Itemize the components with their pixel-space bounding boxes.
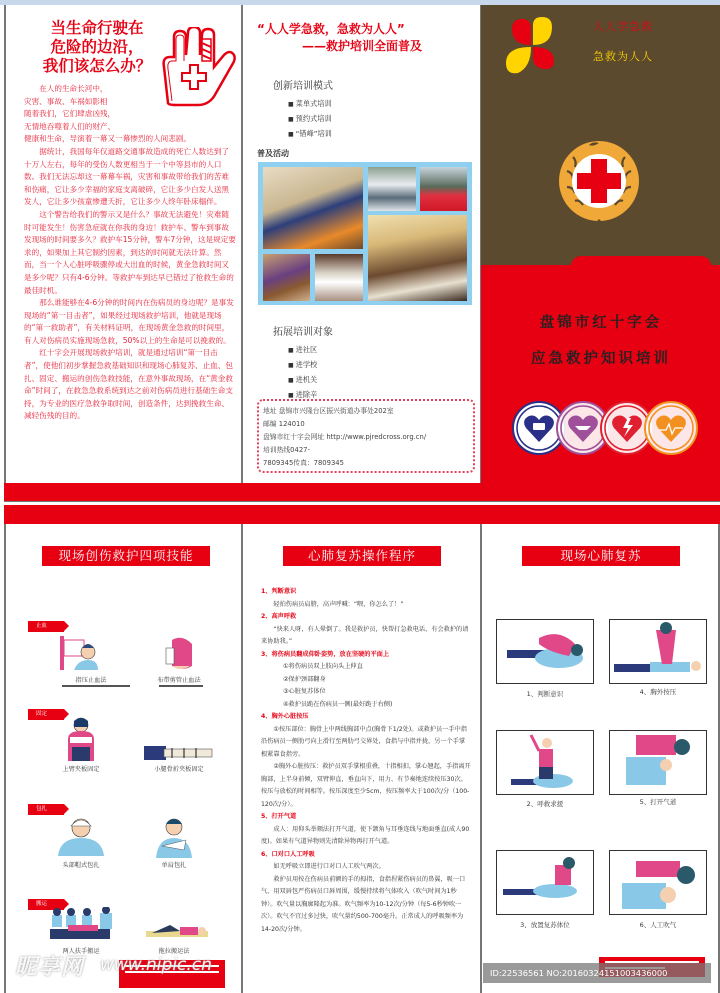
list-item: ■ 进社区 (288, 343, 317, 358)
step-text: 如无呼吸立即进行口对口人工吹气两次。 (273, 863, 385, 870)
expansion-list (288, 343, 317, 403)
back-top-red-band (4, 505, 720, 524)
cover-title-line2: 应急救护知识培训 (531, 350, 671, 367)
rescue-breathing-figure-icon (610, 851, 706, 913)
activity-photo (263, 254, 310, 301)
cover-slogan-yellow: 急救为人人 (593, 50, 653, 63)
front-bottom-red-band (4, 483, 720, 502)
step-sub: ②保护颈部翻身 (283, 675, 326, 683)
cpr-figure-4 (609, 619, 707, 684)
head-bandage-figure-icon (56, 816, 106, 856)
intro-body (24, 83, 236, 423)
section-tag-bandaging: 包扎 (28, 804, 64, 815)
figure-caption: 4、胸外按压 (639, 688, 677, 696)
cpr-steps (261, 586, 471, 936)
caption-underline (159, 685, 203, 687)
figure-caption: 单肩包扎 (161, 862, 187, 869)
list-item: ■ “错峰”培训 (288, 127, 332, 142)
figure-caption: 上臂夹板固定 (62, 766, 100, 773)
activity-photo (315, 254, 363, 301)
step-text: 轻拍伤病员肩膀，高声呼喊：“喂，你怎么了！” (273, 600, 404, 608)
cover-red-tab (571, 256, 711, 270)
panel-cpr-procedure (241, 524, 481, 993)
intro-line: 健康和生命，导演着一幕又一幕惨烈的人间悲剧。 (24, 134, 192, 144)
step-sub: ④救护员跪在伤病员一侧(最好跪于右侧) (283, 700, 393, 708)
figure-caption: 头部帽式包扎 (62, 862, 100, 869)
shoulder-bandage-figure-icon (154, 816, 194, 858)
intro-paragraph: 据统计，我国每年仅道路交通事故造成的死亡人数达到了十万人左右，每年的受伤人数更相当于一个中等县市的人口数。我们无法忘却这一幕幕车祸，灾害和事故带给我们的苦难和伤痛，它让多少幸福的家庭支离破碎，它让多少白发人送黑发人，它让多少孩童惨遭夭折，它让多少人终年卧床榻伴。 (24, 146, 230, 207)
check-consciousness-figure-icon (497, 620, 593, 682)
brochure-front-sheet (0, 5, 720, 502)
intro-line: 随着我们，它们肆虐凶残， (24, 109, 116, 119)
chest-compression-figure-icon (610, 620, 706, 682)
section-tag-fixation: 固定 (28, 709, 64, 720)
activity-photo (368, 167, 416, 211)
cpr-figure-3 (496, 850, 594, 915)
step-heading: 2、高声呼救 (261, 613, 297, 620)
contact-address: 地址 盘锦市兴隆台区振兴街道办事处202室 (263, 407, 394, 415)
activities-label: 普及活动 (257, 149, 289, 158)
open-airway-figure-icon (610, 731, 706, 793)
cover-slogan-red: 人人学急救 (593, 20, 653, 33)
finger-pressure-figure-icon (58, 634, 98, 672)
brochure-back-sheet (0, 505, 720, 993)
intro-paragraph: 这个警告给我们的警示又是什么？事故无法避免！灾难随时可能发生！伤害急症就在你我的身边！救护车、警车到事故发现场的时间要多久？救护车15分钟，警车7分钟，这是规定要求的，如果加上其它制约因素，到达的时间就无法计算。然而，当一个人心脏呼吸骤停或大出血的时候，黄金急救时间又是多少呢？只有4-6分钟。等救护车到达早已错过了抢救生命的最佳时机。 (24, 209, 236, 295)
step-heading: 3、将伤病员翻成仰卧姿势，放在坚硬的平面上 (261, 650, 390, 658)
cpr-procedure-title: 心肺复苏操作程序 (283, 546, 441, 566)
figure-caption: 3、放置复苏体位 (520, 921, 570, 929)
cpr-figure-5 (609, 730, 707, 795)
headline-line: 我们该怎么办？ (42, 56, 152, 75)
cpr-figure-6 (609, 850, 707, 915)
cpr-figure-2 (496, 730, 594, 795)
step-text: 成人：用仰头举颏法打开气道，使下颌角与耳垂连线与地面垂直(成人90度)。如果有气道异物则先清除异物再打开气道。 (261, 825, 470, 845)
tourniquet-figure-icon (164, 636, 194, 672)
expansion-title: 拓展培训对象 (273, 327, 333, 338)
innovation-title: 创新培训模式 (273, 81, 333, 92)
step-heading: 5、打开气道 (261, 813, 297, 820)
activity-photo (368, 215, 467, 301)
cover-title (481, 305, 720, 377)
contact-website[interactable]: 盘锦市红十字会网址 http://www.pjredcross.org.cn/ (263, 433, 427, 441)
cpr-figures-title: 现场心肺复苏 (522, 546, 680, 566)
leg-splint-figure-icon (144, 744, 214, 762)
step-text: 救护员用按在伤病员前额的手的拇指，食指捏紧伤病员的鼻翼，吸一口气，用双唇包严伤病员口唇周围，缓慢持续将气体吹入（吹气时间为1秒钟）。吹气量以胸廓隆起为准。吹气频率为10-12次/分钟（每5-6秒钟吹一次）。吹气不宜过多过快，吹气量约500-700毫升。正常成人的呼吸频率为14-20次/分钟。 (261, 875, 466, 933)
slogan-line: “人人学急救，急救为人人” (257, 22, 405, 36)
drag-transport-figure-icon (146, 921, 208, 941)
step-sub: ③心脏复苏体位 (283, 688, 326, 695)
cpr-figure-1 (496, 619, 594, 684)
section-tag-hemostasis: 止血 (28, 621, 64, 632)
slogan-subline: ——救护培训全面普及 (302, 39, 423, 53)
activity-photo (420, 167, 467, 211)
step-heading: 4、胸外心脏按压 (261, 713, 309, 720)
list-item: ■ 进学校 (288, 358, 317, 373)
step-heading: 6、口对口人工呼吸 (261, 850, 315, 858)
section-tag-transport: 搬运 (28, 899, 64, 910)
step-text: “快来人呀，有人晕倒了。我是救护员，快帮打急救电话，有会救护的请来协助我。” (261, 625, 469, 645)
training-slogan (257, 21, 477, 55)
trauma-title: 现场创伤救护四项技能 (42, 546, 210, 566)
cover-title-line1: 盘锦市红十字会 (539, 314, 663, 331)
list-item: ■ 菜单式培训 (288, 97, 332, 112)
contact-box (257, 399, 475, 473)
intro-paragraph: 那么谁能够在4-6分钟的时间内在伤病员的身边呢？是事发现场的“第一目击者”，如果经过现场救护培训，他就是现场的“第一救助者”，有关材料证明，在现场黄金急救的时间里，有人对伤病员实施现场急救，50%以上的生命是可以挽救的。 (24, 298, 234, 345)
list-item: ■ 进机关 (288, 373, 317, 388)
caption-underline (62, 685, 130, 687)
figure-caption: 两人扶手搬运 (62, 948, 100, 955)
panel-training (241, 5, 481, 483)
figure-caption: 1、判断意识 (526, 690, 564, 698)
four-leaf-clover-icon (506, 17, 560, 75)
watermark-id-bar: ID:22536561 NO:20160324151003436000 (483, 963, 711, 983)
panel-cpr-figures (480, 524, 720, 993)
call-for-help-figure-icon (497, 731, 593, 793)
upper-arm-splint-figure-icon (64, 717, 98, 761)
figure-caption: 小腿骨折夹板固定 (154, 766, 204, 773)
red-cross-laurel-emblem-icon (553, 135, 645, 227)
cover-red-section (481, 265, 720, 502)
intro-line: 灾害、事故、车祸如影相 (24, 96, 108, 106)
list-item: ■ 预约式培训 (288, 112, 332, 127)
activity-photo-collage (258, 162, 472, 305)
contact-fax: 7809345传真：7809345 (263, 459, 344, 467)
watermark-site-url: www.nipic.cn (100, 955, 212, 975)
figure-caption: 6、人工吹气 (639, 921, 677, 929)
activity-photo (263, 167, 363, 249)
contact-phone: 培训热线0427- (263, 446, 310, 454)
figure-caption: 5、打开气道 (639, 798, 677, 806)
intro-line: 无情地吞噬着人们的财产、 (24, 121, 116, 131)
headline-line: 危险的边沿， (50, 37, 144, 56)
intro-paragraph: 在人的生命长河中， (39, 84, 108, 93)
intro-headline (22, 18, 172, 75)
step-heading: 1、判断意识 (261, 588, 297, 595)
heartbeat-heart-icon (645, 402, 697, 454)
heart-icons-row (511, 398, 701, 458)
panel-cover (480, 5, 720, 502)
recovery-position-figure-icon (497, 851, 593, 913)
panel-intro (4, 5, 242, 483)
step-text: ②胸外心脏按压：救护员双手掌根重叠，十指相扣，掌心翘起，手指离开胸部，上半身前倾，双臂伸直，垂直向下，用力、有节奏地连续按压30次。按压与放松的时间相等。按压深度至少5cm，按压频率大于100次/分（100-120次/分）。 (261, 763, 471, 808)
figure-caption: 拖拉搬运法 (158, 948, 190, 955)
step-text: ①按压部位：胸骨上中两线胸部中点(胸骨下1/2处)。或救护员一手中指沿伤病员一侧肋弓向上滑行至两肋弓交界处，食指与中指并拢，另一个手掌根紧靠食指旁。 (261, 725, 467, 758)
figure-caption: 指压止血法 (75, 677, 107, 684)
figure-caption: 布带剪管止血法 (157, 677, 201, 684)
headline-line: 当生命行驶在 (50, 18, 144, 37)
innovation-list (288, 97, 332, 142)
intro-paragraph: 红十字会开展现场救护培训，就是通过培训“第一目击者”，使他们初步掌握急救基础知识和现场心肺复苏、止血、包扎、固定、搬运的创伤急救技能，在意外事故现场，在“黄金救命”时间了，在救急急救系统到达之前对伤病员进行基础生命支持，为专业的医疗急救争取时间，创造条件，达到挽救生命、减轻伤残的目的。 (24, 348, 233, 421)
panel-trauma-skills (4, 524, 241, 993)
figure-caption: 2、呼救求援 (526, 800, 564, 808)
watermark-site-cn: 昵享网 (15, 955, 85, 980)
step-sub: ①将伤病员双上肢向头上伸直 (283, 663, 363, 670)
contact-postcode: 邮编 124010 (263, 420, 305, 428)
list-item: ■ 进除辛 (288, 388, 317, 403)
two-person-carry-figure-icon (48, 907, 118, 943)
